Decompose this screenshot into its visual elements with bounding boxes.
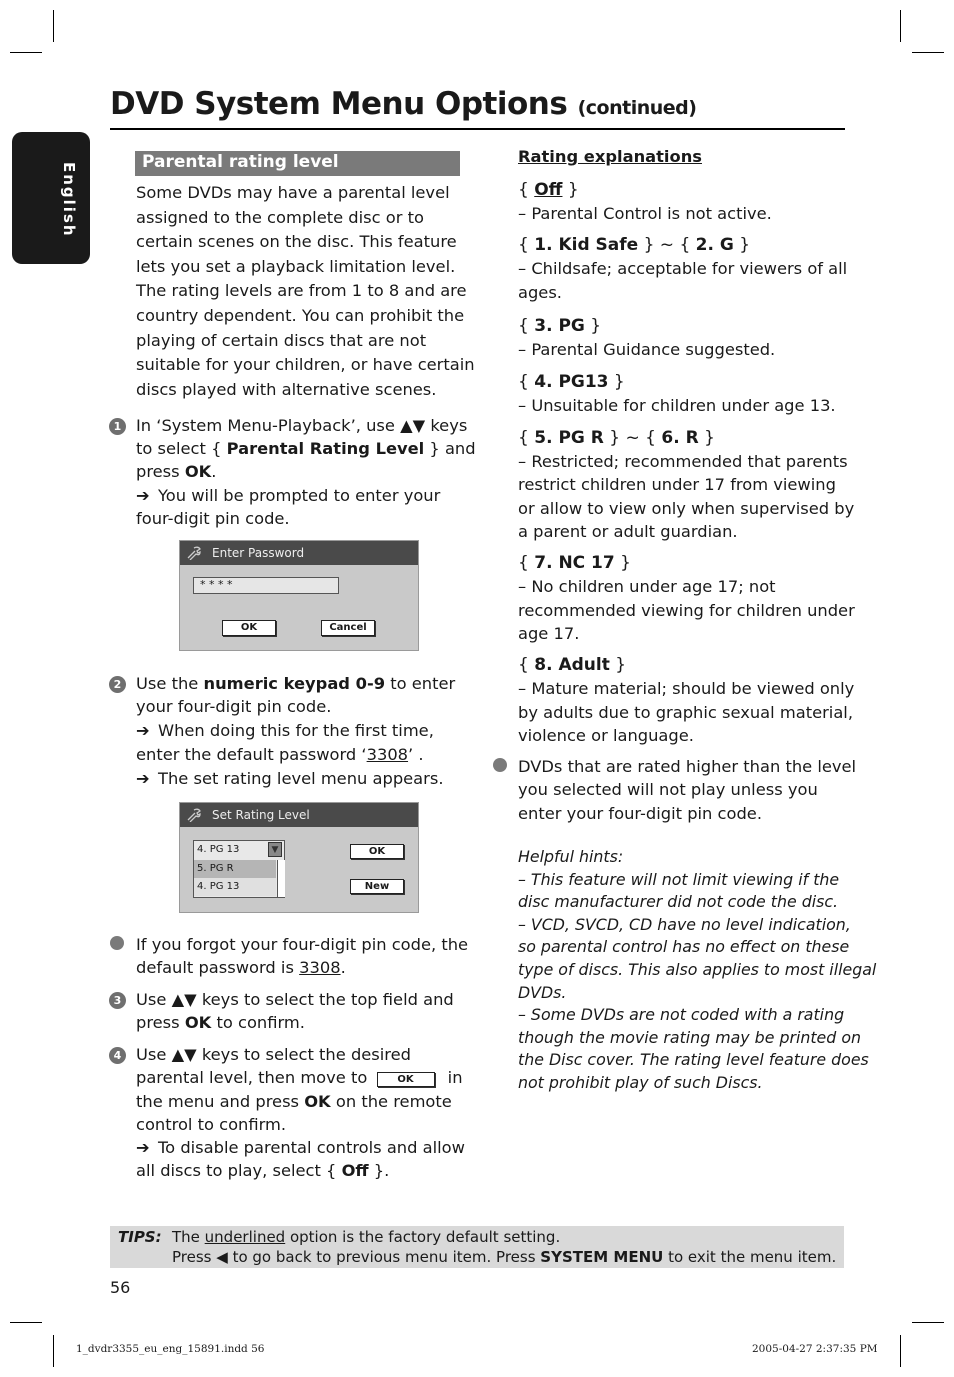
step-4: Use ▲▼ keys to select the desired parental level, then move to OK in the menu and press OK on the remote control to confirm. ➔ To disable parental controls and allow all discs to play, select { Off }. (136, 1045, 465, 1181)
step-number-2: 2 (109, 676, 126, 693)
rating-explanations-heading: Rating explanations (518, 147, 702, 166)
intro-line: country dependent. You can prohibit the (136, 305, 465, 325)
intro-line: discs played with alternative scenes. (136, 379, 437, 399)
arrow-right-icon: ➔ (136, 485, 150, 505)
arrow-right-icon: ➔ (136, 720, 150, 740)
rating-list-item[interactable]: 4. PG 13 (194, 841, 276, 859)
rated-higher-note: DVDs that are rated higher than the level you selected will not play unless you enter your four-digit pin code. (518, 757, 857, 823)
step-number-4: 4 (109, 1047, 126, 1064)
wrench-icon (186, 546, 202, 560)
crop-mark (912, 52, 944, 53)
password-field[interactable]: * * * * (193, 577, 339, 594)
rating-adult: { 8. Adult } – Mature material; should be viewed only by adults due to graphic sexual material, violence or language. (518, 655, 855, 745)
up-down-arrows-icon: ▲▼ (400, 416, 426, 435)
dropdown-arrow-icon[interactable]: ▼ (268, 842, 282, 857)
crop-mark (10, 1322, 42, 1323)
rating-pg13: { 4. PG13 } – Unsuitable for children under age 13. (518, 372, 836, 415)
password-dialog (179, 540, 419, 651)
step-number-3: 3 (109, 992, 126, 1009)
section-heading: Parental rating level (135, 151, 460, 176)
step-1: In ‘System Menu-Playback’, use ▲▼ keys to select { Parental Rating Level } and press OK. ➔ You will be prompted to enter your four-digit pin code. (136, 416, 476, 528)
tips-text: The underlined option is the factory default setting. Press ◀ to go back to previous menu item. Press SYSTEM MENU to exit the menu item. (172, 1228, 837, 1266)
ok-button[interactable]: OK (222, 620, 276, 636)
left-arrow-icon: ◀ (216, 1247, 228, 1266)
cancel-button[interactable]: Cancel (321, 620, 375, 636)
page-title-text: DVD System Menu Options (110, 86, 568, 122)
scrollbar[interactable] (277, 860, 285, 897)
dialog-title: Enter Password (212, 546, 305, 560)
up-down-arrows-icon: ▲▼ (171, 990, 197, 1009)
arrow-right-icon: ➔ (136, 769, 150, 789)
intro-paragraph (136, 181, 475, 402)
footer-file: 1_dvdr3355_eu_eng_15891.indd 56 (76, 1343, 265, 1355)
crop-mark (912, 1322, 944, 1323)
bullet-icon (493, 758, 507, 772)
rating-nc17: { 7. NC 17 } – No children under age 17; not recommended viewing for children under age 17. (518, 553, 855, 643)
step-2: Use the numeric keypad 0-9 to enter your four-digit pin code. ➔ When doing this for the first time, enter the default password ‘3308’ . ➔ The set rating level menu appears. (136, 672, 466, 790)
crop-mark (900, 10, 901, 42)
page-number: 56 (110, 1278, 131, 1297)
rating-off: { Off } – Parental Control is not active. (518, 180, 772, 223)
rating-list-item[interactable]: 5. PG R (194, 860, 276, 878)
rating-list-item[interactable]: 4. PG 13 (194, 878, 276, 896)
ok-chip: OK (377, 1072, 435, 1087)
page-title (110, 86, 696, 122)
intro-line: The rating levels are from 1 to 8 and are (136, 281, 467, 301)
rating-pg: { 3. PG } – Parental Guidance suggested. (518, 316, 776, 359)
set-rating-dialog (179, 802, 419, 913)
crop-mark (53, 10, 54, 42)
intro-line: lets you set a playback limitation level. (136, 256, 456, 276)
new-button[interactable]: New (350, 879, 404, 894)
language-tab-label: English (60, 162, 78, 238)
ok-button[interactable]: OK (350, 844, 404, 859)
rating-pgr-r: { 5. PG R } ~ { 6. R } – Restricted; recommended that parents restrict children under 17 from viewing or allow to view only when supervised by a parent or adult guardian. (518, 428, 855, 541)
dialog-title-bar (180, 803, 418, 827)
title-divider (110, 128, 845, 130)
up-down-arrows-icon: ▲▼ (171, 1045, 197, 1064)
bullet-icon (110, 936, 124, 950)
crop-mark (10, 52, 42, 53)
tips-label: TIPS: (118, 1228, 162, 1246)
intro-line: playing of certain discs that are not (136, 330, 427, 350)
language-tab (12, 132, 90, 264)
wrench-icon (186, 808, 202, 822)
rating-kidsafe-g: { 1. Kid Safe } ~ { 2. G } – Childsafe; acceptable for viewers of all ages. (518, 235, 848, 302)
dialog-title: Set Rating Level (212, 808, 310, 822)
intro-line: suitable for your children, or have certain (136, 355, 475, 375)
helpful-hints: Helpful hints: – This feature will not limit viewing if the disc manufacturer did not code the disc. – VCD, SVCD, CD have no level indication, so parental control has no effect on these type of discs. This also applies to most illegal DVDs. – Some DVDs are not coded with a rating though the movie rating may be printed on the Disc cover. The rating level feature does not prohibit play of such Discs. (518, 847, 877, 1092)
page-title-suffix: (continued) (577, 97, 697, 119)
intro-line: assigned to the complete disc or to (136, 207, 424, 227)
forgot-pin-note: If you forgot your four-digit pin code, the default password is 3308. (136, 935, 469, 978)
rating-list[interactable] (193, 840, 285, 898)
intro-line: certain scenes on the disc. This feature (136, 232, 457, 252)
helpful-hints-title: Helpful hints: (518, 847, 624, 866)
footer-timestamp: 2005-04-27 2:37:35 PM (752, 1343, 878, 1355)
crop-mark (53, 1335, 54, 1367)
intro-line: Some DVDs may have a parental level (136, 183, 450, 202)
arrow-right-icon: ➔ (136, 1138, 150, 1158)
dialog-title-bar (180, 541, 418, 565)
step-3: Use ▲▼ keys to select the top field and press OK to confirm. (136, 990, 454, 1033)
step-number-1: 1 (109, 418, 126, 435)
crop-mark (900, 1335, 901, 1367)
